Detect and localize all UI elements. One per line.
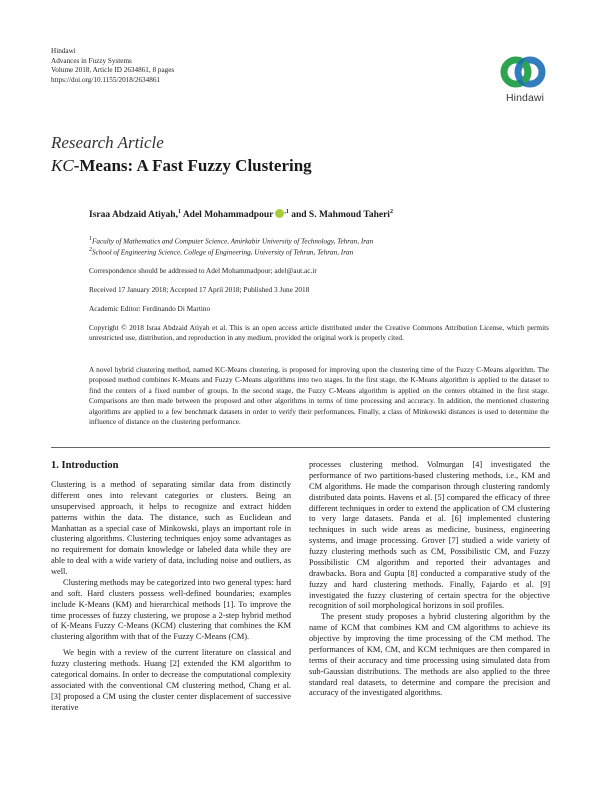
author-3: and S. Mahmoud Taheri — [291, 210, 390, 221]
affiliation-2-sup: 2 — [89, 247, 92, 253]
author-1: Israa Abdzaid Atiyah, — [89, 210, 178, 221]
title-kc: KC — [51, 156, 74, 175]
left-column — [51, 480, 291, 713]
affiliation-2-text: School of Engineering Science, College of Engineering, University of Tehran, Tehran, Iran — [92, 248, 354, 257]
title-rest: -Means: A Fast Fuzzy Clustering — [73, 156, 312, 175]
journal-info — [51, 47, 174, 85]
correspondence: Correspondence should be addressed to Adel Mohammadpour; adel@aut.ac.ir — [89, 266, 317, 275]
academic-editor: Academic Editor: Ferdinando Di Martino — [89, 304, 211, 313]
journal-name: Advances in Fuzzy Systems — [51, 56, 132, 65]
author-3-sup: 2 — [389, 209, 393, 215]
orcid-icon[interactable] — [275, 209, 284, 218]
article-type: Research Article — [51, 133, 164, 152]
publisher-name: Hindawi — [51, 47, 76, 55]
paragraph: The present study proposes a hybrid clustering algorithm by the name of KCM that combines KM and CM algorithms to achieve its objective by improving the time processing of the CM method. The performances of KM, CM, and KCM techniques are then compared in terms of their accuracy and time processing using simulated data from sub-Gaussian distributions. The methods are also applied to the three standard real datasets, to determine and compare the precision and accuracy of the investigated algorithms. — [309, 612, 550, 698]
author-2: Adel Mohammadpour — [182, 210, 274, 221]
author-1-sup: 1 — [177, 209, 181, 215]
logo-text: Hindawi — [505, 92, 545, 104]
copyright-notice: Copyright © 2018 Israa Abdzaid Atiyah et al. This is an open access article distributed under the Creative Commons Attribution License, which permits unrestricted use, distribution, and reproduction in any medium, provided the original work is properly cited. — [89, 323, 549, 343]
affiliation-1 — [89, 236, 373, 245]
abstract: A novel hybrid clustering method, named KC-Means clustering, is proposed for improving upon the clustering time of the Fuzzy C-Means algorithm. The proposed method combines K-Means and Fuzzy C-Means algorithms into two stages. In the first stage, the K-Means algorithm is applied to the dataset to find the centers of a fixed number of groups. In the second stage, the Fuzzy C-Means algorithm is applied on the centers obtained in the first stage. Comparisons are then made between the proposed and other algorithms in terms of time processing and accuracy. In addition, the mentioned clustering algorithms are applied to a few benchmark datasets in order to verify their performances. Finally, a class of Minkowski distances is used to determine the influence of distance on the clustering performance. — [89, 365, 549, 427]
doi-link[interactable]: https://doi.org/10.1155/2018/2634861 — [51, 75, 161, 84]
publication-dates: Received 17 January 2018; Accepted 17 April 2018; Published 3 June 2018 — [89, 285, 310, 294]
paragraph: We begin with a review of the current literature on classical and fuzzy clustering methods. Huang [2] extended the KM algorithm to categorical domains. In order to decrease the computational complexity associated with the conventional CM clustering method, Chang et al. [3] proposed a CM using the cluster center displacement of successive iterative — [51, 648, 291, 712]
right-column — [309, 460, 550, 699]
paragraph: Clustering methods may be categorized into two general types: hard and soft. Hard clusters possess well-defined boundaries; examples include K-Means (KM) and hierarchical methods [1]. To improve the time processes of fuzzy clustering, we propose a 2-step hybrid method of K-Means Fuzzy C-Means (KCM) clustering that combines the KM clustering algorithm with that of the Fuzzy C-Means (CM). — [51, 577, 291, 642]
affiliation-2 — [89, 247, 353, 256]
author-2-sup: ,1 — [284, 209, 289, 215]
paragraph: Clustering is a method of separating similar data from distinctly different ones into relevant categories or clusters. Being an unsupervised approach, it helps to recognize and extract hidden patterns within the data. The distance, such as Euclidean and Manhattan as a special case of Minkowski, plays an important role in clustering algorithms. Clustering techniques enjoy some advantages as no requirement for domain knowledge or labeled data while they are able to deal with a wide variety of data, including noise and outliers, as well. — [51, 480, 291, 576]
section-heading: 1. Introduction — [51, 460, 119, 471]
affiliation-1-sup: 1 — [89, 236, 92, 242]
divider — [51, 447, 550, 448]
author-list — [89, 209, 393, 220]
paper-title — [51, 156, 312, 176]
paragraph: processes clustering method. Volmurgan [4] investigated the performance of two partitions-based clustering methods, i.e., KM and CM algorithms. He made the comparison through clustering randomly distributed data points. Havens et al. [5] compared the efficacy of three different techniques in order to extend the application of CM clustering to very large datasets. Panda et al. [6] implemented clustering techniques in such wide areas as medicine, business, engineering systems, and image processing. Grover [7] studied a wide variety of fuzzy clustering methods such as CM, Possibilistic CM, and Fuzzy Possibilistic CM algorithm and reported their advantages and drawbacks. Bora and Gupta [8] conducted a comparative study of the fuzzy and hard clustering methods. Finally, Fajardo et al. [9] investigated the fuzzy clustering of certain spectra for the objective recognition of soil morphological horizons in soil profiles. — [309, 460, 550, 611]
volume-info: Volume 2018, Article ID 2634861, 8 pages — [51, 66, 175, 75]
affiliation-1-text: Faculty of Mathematics and Computer Science, Amirkabir University of Technology, Tehran, Iran — [92, 237, 374, 246]
